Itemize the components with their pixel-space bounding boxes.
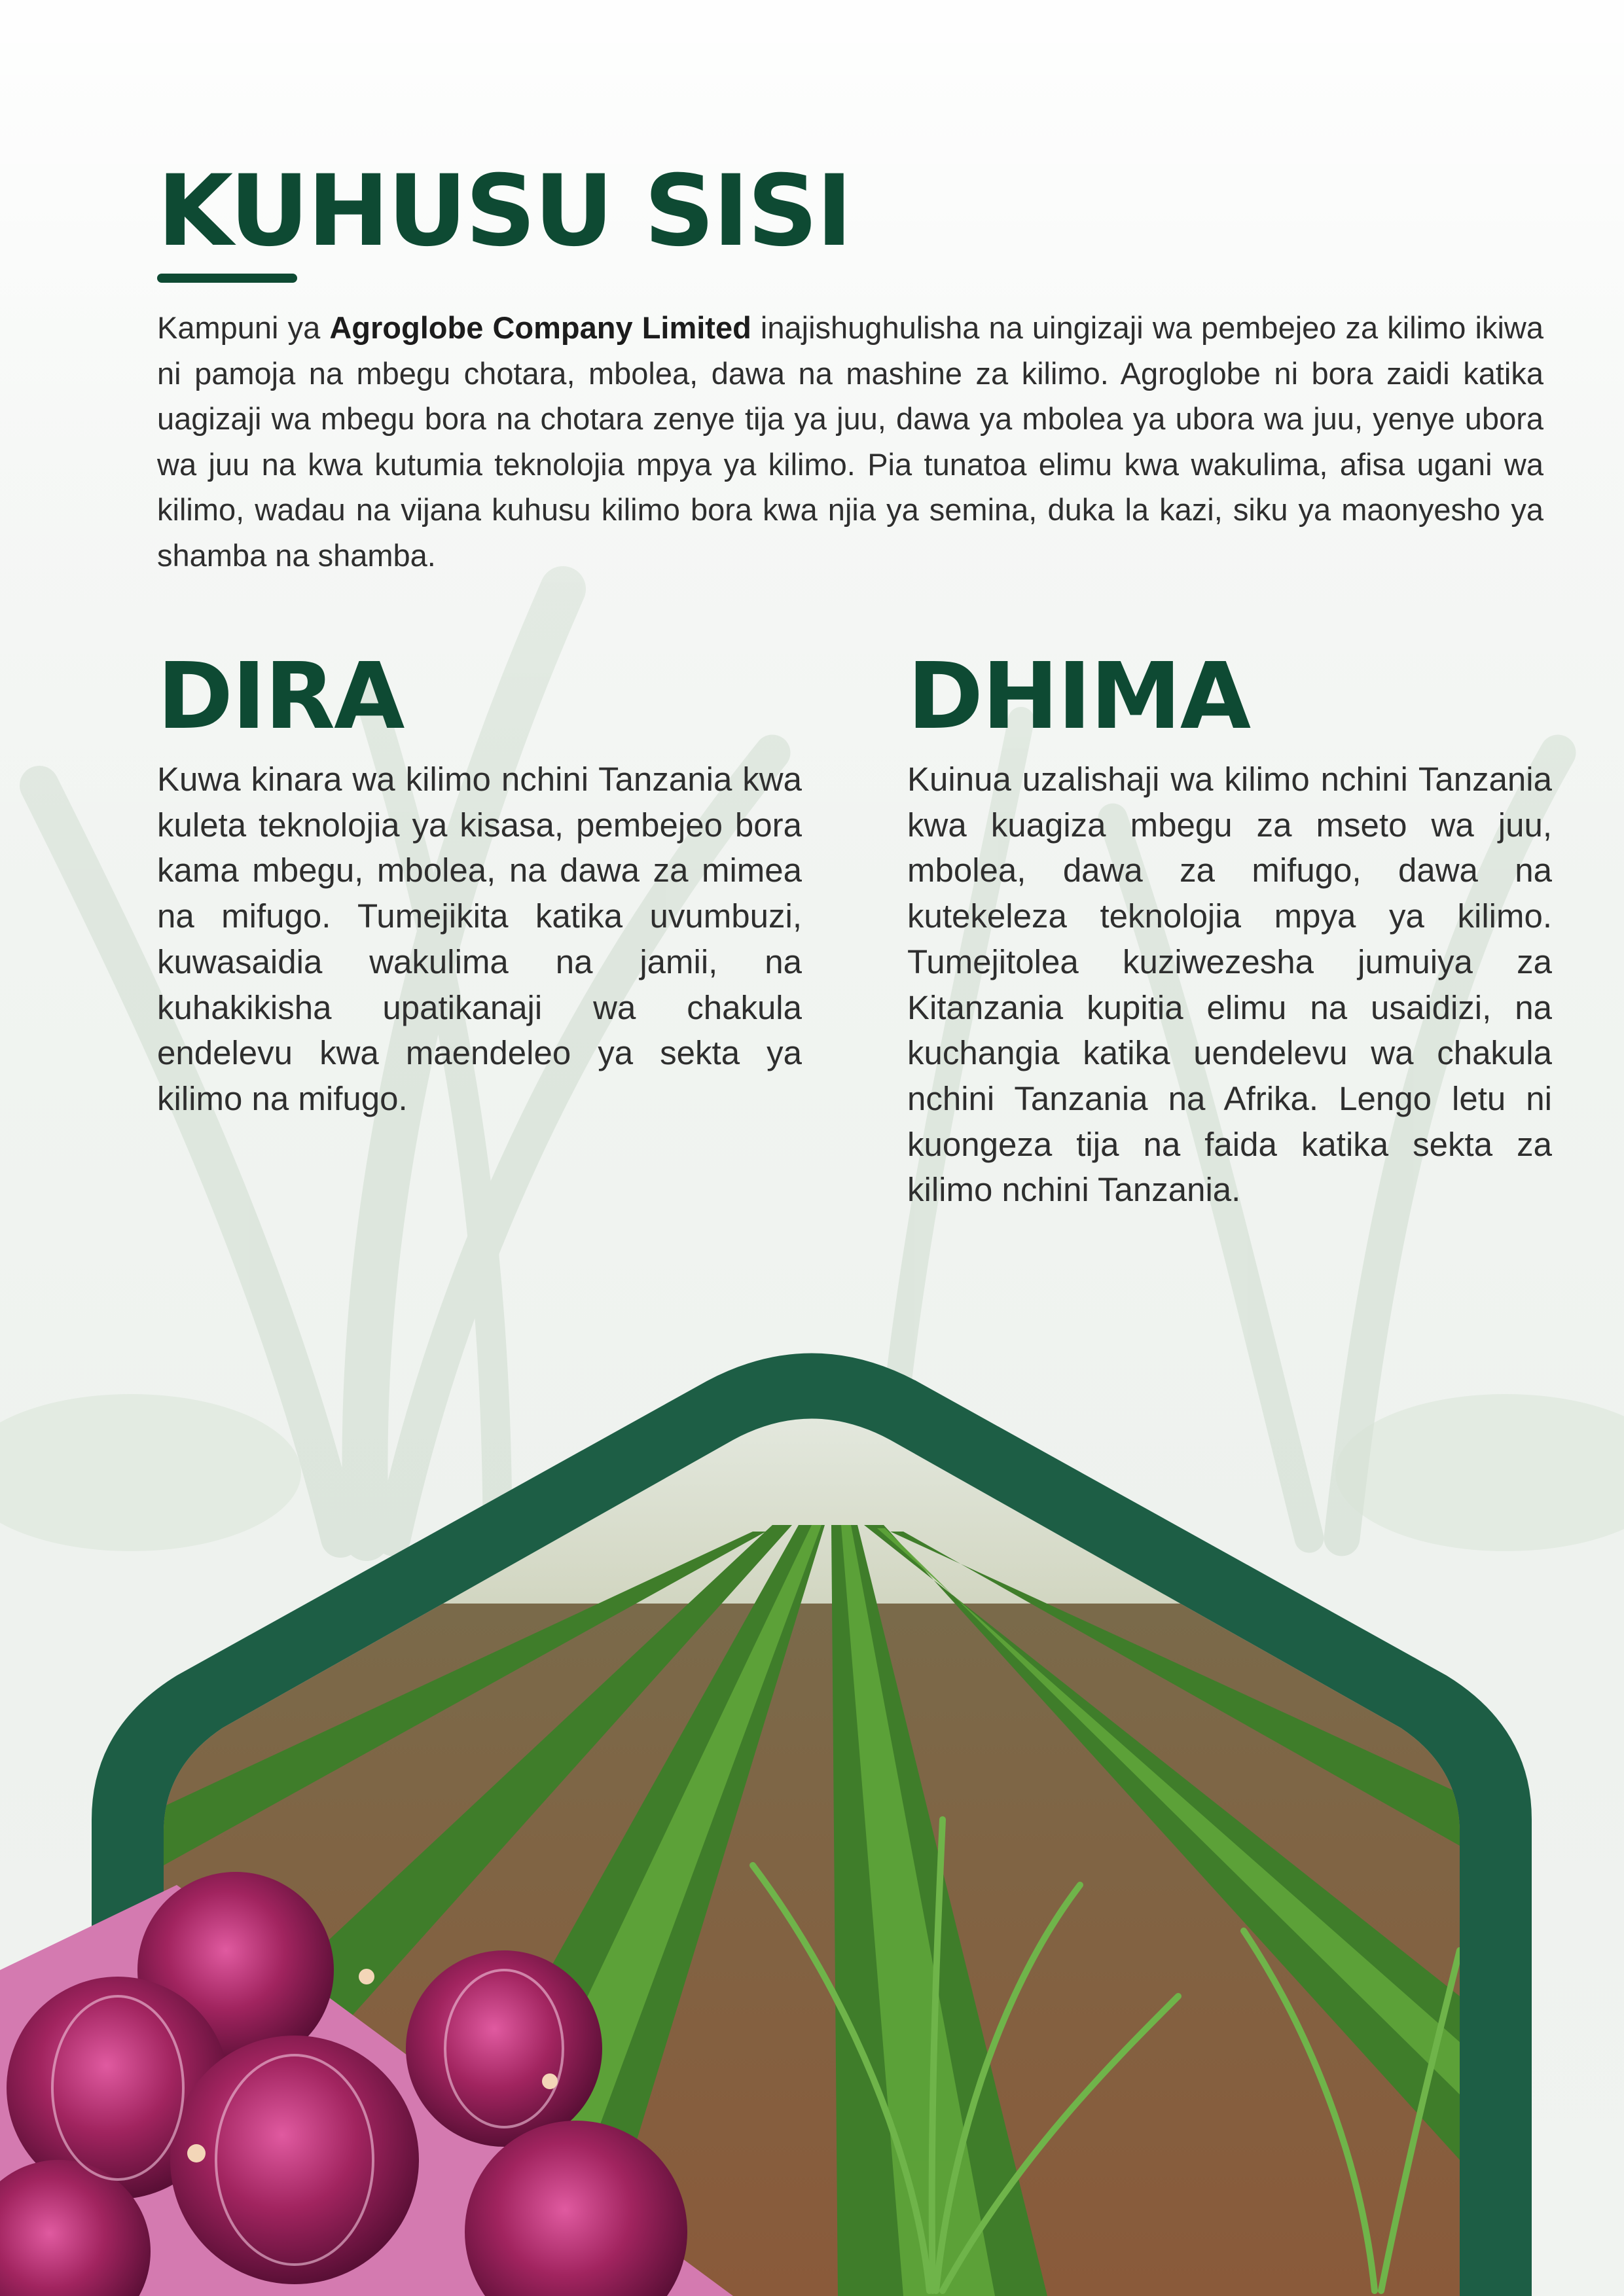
mission-text: Kuinua uzalishaji wa kilimo nchini Tanzania kwa kuagiza mbegu za mseto wa juu, mbolea, dawa za mifugo, dawa na kutekeleza teknolojia mpya ya kilimo. Tumejitolea kuziwezesha jumuiya za Kitanzania kupitia elimu na usaidizi, na kuchangia katika uendelevu wa chakula nchini Tanzania na Afrika. Lengo letu ni kuongeza tija na faida katika sekta za kilimo nchini Tanzania. [907, 761, 1552, 1209]
vision-heading: DIRA [157, 643, 404, 750]
about-text-body: inajishughulisha na uingizaji wa pembejeo za kilimo ikiwa ni pamoja na mbegu chotara, mbolea, dawa na mashine za kilimo. Agroglobe ni bora zaidi katika uagizaji wa mbegu bora na chotara zenye tija ya juu, dawa ya mbolea ya ubora wa juu, yenye ubora wa juu na kwa kutumia teknolojia mpya ya kilimo. Pia tunatoa elimu kwa wakulima, afisa ugani wa kilimo, wadau na vijana kuhusu kilimo bora kwa njia ya semina, duka la kazi, siku ya maonyesho ya shamba na shamba. [157, 310, 1543, 573]
company-name: Agroglobe Company Limited [329, 310, 751, 345]
about-paragraph [157, 305, 1543, 578]
onion-field-photo [0, 1348, 1624, 2296]
vision-text: Kuwa kinara wa kilimo nchini Tanzania kwa kuleta teknolojia ya kisasa, pembejeo bora kama mbegu, mbolea, na dawa za mimea na mifugo. Tumejikita katika uvumbuzi, kuwasaidia wakulima na jamii, na kuhakikisha upatikanaji wa chakula endelevu kwa maendeleo ya sekta ya kilimo na mifugo. [157, 761, 802, 1117]
about-text-lead: Kampuni ya [157, 310, 330, 345]
page-title: KUHUSU SISI [157, 154, 851, 268]
title-underline [157, 274, 297, 283]
mission-heading: DHIMA [907, 643, 1250, 750]
